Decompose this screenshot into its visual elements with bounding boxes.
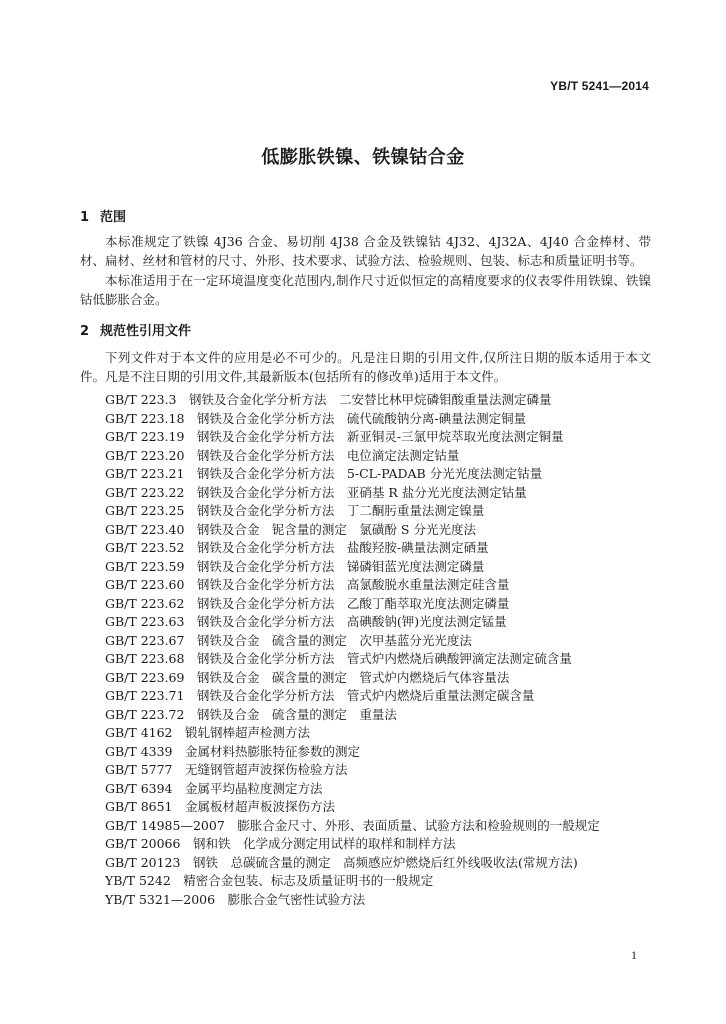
reference-item: GB/T 223.59 钢铁及合金化学分析方法 锑磷钼蓝光度法测定磷量 bbox=[105, 558, 485, 574]
reference-item: GB/T 8651 金属板材超声板波探伤方法 bbox=[105, 799, 336, 814]
header-code: YB/T 5241—2014 bbox=[550, 79, 649, 93]
reference-item: GB/T 223.71 钢铁及合金化学分析方法 管式炉内燃烧后重量法测定碳含量 bbox=[105, 688, 535, 703]
reference-item: YB/T 5321—2006 膨胀合金气密性试验方法 bbox=[105, 891, 366, 907]
reference-item: GB/T 223.19 钢铁及合金化学分析方法 新亚铜灵-三氯甲烷萃取光度法测定铜量 bbox=[105, 429, 564, 444]
reference-item: GB/T 223.60 钢铁及合金化学分析方法 高氯酸脱水重量法测定硅含量 bbox=[105, 577, 510, 592]
reference-item: GB/T 223.52 钢铁及合金化学分析方法 盐酸羟胺-碘量法测定硒量 bbox=[105, 540, 489, 555]
reference-item: GB/T 223.25 钢铁及合金化学分析方法 丁二酮肟重量法测定镍量 bbox=[105, 503, 485, 518]
reference-list bbox=[105, 391, 651, 909]
section-2-number: 2 bbox=[80, 324, 90, 339]
reference-item: GB/T 14985—2007 膨胀合金尺寸、外形、表面质量、试验方法和检验规则的一般规定 bbox=[105, 817, 600, 833]
reference-item: GB/T 223.69 钢铁及合金 碳含量的测定 管式炉内燃烧后气体容量法 bbox=[105, 669, 510, 685]
reference-item: GB/T 223.40 钢铁及合金 铌含量的测定 氯磺酚 S 分光光度法 bbox=[105, 521, 476, 537]
document-title: 低膨胀铁镍、铁镍钴合金 bbox=[261, 147, 465, 168]
section-1-heading bbox=[80, 206, 126, 225]
reference-item: GB/T 223.20 钢铁及合金化学分析方法 电位滴定法测定钴量 bbox=[105, 447, 460, 463]
reference-item: GB/T 223.62 钢铁及合金化学分析方法 乙酸丁酯萃取光度法测定磷量 bbox=[105, 595, 510, 611]
reference-item: GB/T 20066 钢和铁 化学成分测定用试样的取样和制样方法 bbox=[105, 836, 456, 851]
references-intro-paragraph: 下列文件对于本文件的应用是必不可少的。凡是注日期的引用文件,仅所注日期的版本适用于本文件。凡是不注日期的引用文件,其最新版本(包括所有的修改单)适用于本文件。 bbox=[80, 350, 651, 384]
reference-item: GB/T 4162 锻轧钢棒超声检测方法 bbox=[105, 725, 311, 740]
scope-paragraph-2: 本标准适用于在一定环境温度变化范围内,制作尺寸近似恒定的高精度要求的仪表零件用铁镍、铁镍钴低膨胀合金。 bbox=[80, 273, 651, 307]
scope-paragraph-1: 本标准规定了铁镍 4J36 合金、易切削 4J38 合金及铁镍钴 4J32、4J32A、4J40 合金棒材、带材、扁材、丝材和管材的尺寸、外形、技术要求、试验方法、检验规则、包装、标志和质量证明书等。 bbox=[80, 234, 651, 268]
section-2-heading bbox=[80, 320, 191, 339]
reference-item: GB/T 223.68 钢铁及合金化学分析方法 管式炉内燃烧后碘酸钾滴定法测定硫含量 bbox=[105, 651, 572, 666]
reference-item: GB/T 223.21 钢铁及合金化学分析方法 5-CL-PADAB 分光光度法测定钴量 bbox=[105, 466, 543, 481]
reference-item: GB/T 223.72 钢铁及合金 硫含量的测定 重量法 bbox=[105, 706, 397, 722]
reference-item: GB/T 223.63 钢铁及合金化学分析方法 高碘酸钠(钾)光度法测定锰量 bbox=[105, 614, 507, 629]
section-2-title: 规范性引用文件 bbox=[100, 324, 192, 339]
reference-item: GB/T 223.22 钢铁及合金化学分析方法 亚硝基 R 盐分光光度法测定钴量 bbox=[105, 484, 527, 500]
reference-item: GB/T 4339 金属材料热膨胀特征参数的测定 bbox=[105, 743, 361, 759]
section-1-number: 1 bbox=[80, 210, 90, 225]
reference-item: YB/T 5242 精密合金包装、标志及质量证明书的一般规定 bbox=[105, 873, 434, 888]
section-1-title: 范围 bbox=[100, 210, 127, 225]
reference-item: GB/T 5777 无缝钢管超声波探伤检验方法 bbox=[105, 762, 348, 777]
reference-item: GB/T 6394 金属平均晶粒度测定方法 bbox=[105, 780, 323, 796]
reference-item: GB/T 223.18 钢铁及合金化学分析方法 硫代硫酸钠分离-碘量法测定铜量 bbox=[105, 410, 527, 426]
reference-item: GB/T 20123 钢铁 总碳硫含量的测定 高频感应炉燃烧后红外线吸收法(常规方法) bbox=[105, 854, 578, 870]
reference-item: GB/T 223.3 钢铁及合金化学分析方法 二安替比林甲烷磷钼酸重量法测定磷量 bbox=[105, 392, 552, 407]
page-number: 1 bbox=[631, 948, 637, 962]
reference-item: GB/T 223.67 钢铁及合金 硫含量的测定 次甲基蓝分光光度法 bbox=[105, 632, 472, 648]
